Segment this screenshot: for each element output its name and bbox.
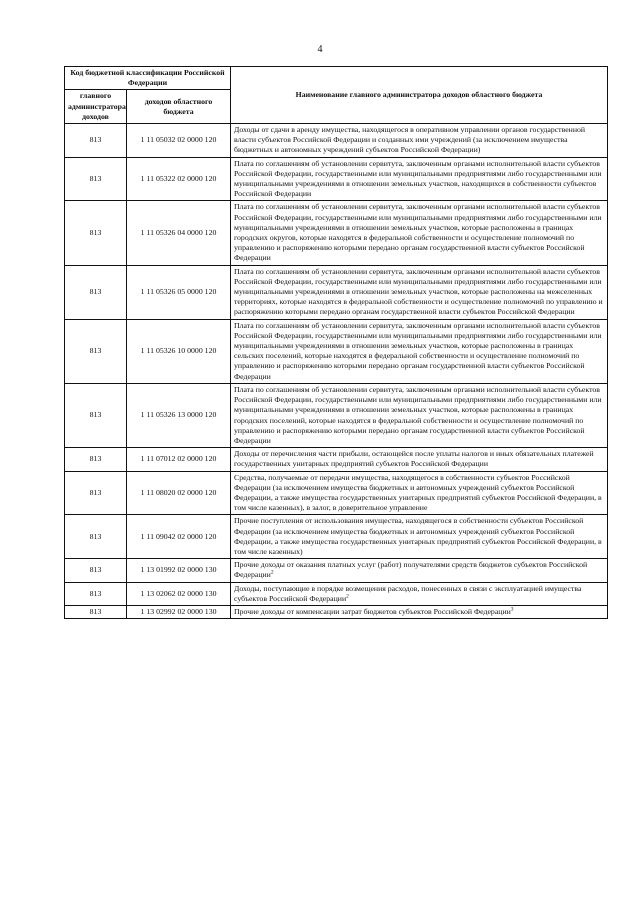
- administrator-code-cell: 813: [65, 201, 127, 265]
- footnote-marker: 3: [510, 606, 514, 613]
- table-row: [65, 383, 608, 447]
- table-row: [65, 448, 608, 471]
- table-row: [65, 471, 608, 515]
- header-regional-revenue: доходов областного бюджета: [127, 90, 231, 124]
- revenue-name-text: Плата по соглашениям об установлении сервитута, заключенным органами исполнительной власти субъектов Российской Федерации, государственными или муниципальными предприятиями либо государственными или муниципальными учреждениями в отношении земельных участков, которые расположены в границах городских поселений, которые находятся в федеральной собственности и осуществление полномочий по управлению и распоряжению которыми передано органам государственной власти субъектов Российской Федерации: [234, 384, 602, 445]
- revenue-name-cell: [231, 319, 608, 383]
- table-row: [65, 124, 608, 158]
- revenue-name-cell: [231, 201, 608, 265]
- table-row: [65, 559, 608, 582]
- header-budget-classification-code: Код бюджетной классификации Российской Федерации: [65, 67, 231, 90]
- revenue-name-cell: [231, 265, 608, 319]
- administrator-code-cell: 813: [65, 319, 127, 383]
- revenue-code-cell: 1 11 05326 04 0000 120: [127, 201, 231, 265]
- table-row: [65, 605, 608, 618]
- table-body: [65, 124, 608, 619]
- revenue-name-text: Доходы от сдачи в аренду имущества, находящегося в оперативном управлении органов государственной власти субъектов Российской Федерации и созданных ими учреждений (за исключением имущества бюджетных и автономных учреждений субъектов Российской Федерации): [234, 125, 586, 155]
- revenue-name-text: Плата по соглашениям об установлении сервитута, заключенным органами исполнительной власти субъектов Российской Федерации, государственными или муниципальными предприятиями либо государственными или муниципальными учреждениями в отношении земельных участков, находящихся в собственности субъектов Российской Федерации: [234, 158, 602, 199]
- revenue-code-cell: 1 11 05326 10 0000 120: [127, 319, 231, 383]
- revenue-code-cell: 1 11 05032 02 0000 120: [127, 124, 231, 158]
- revenue-name-cell: [231, 559, 608, 582]
- revenue-name-text: Плата по соглашениям об установлении сервитута, заключенным органами исполнительной власти субъектов Российской Федерации, государственными или муниципальными предприятиями либо государственными или муниципальными учреждениями в отношении земельных участков, которые расположены на межселенных территориях, которые находятся в федеральной собственности и осуществление полномочий по управлению и распоряжению которыми передано органам государственной власти субъектов Российской Федерации: [234, 266, 603, 317]
- table-row: [65, 319, 608, 383]
- administrator-code-cell: 813: [65, 471, 127, 515]
- header-main-administrator: главного администратора доходов: [65, 90, 127, 124]
- revenue-name-cell: [231, 471, 608, 515]
- administrator-code-cell: 813: [65, 448, 127, 471]
- revenue-code-cell: 1 11 05326 13 0000 120: [127, 383, 231, 447]
- revenue-code-cell: 1 13 02992 02 0000 130: [127, 605, 231, 618]
- revenue-name-text: Прочие доходы от оказания платных услуг (работ) получателями средств бюджетов субъектов Российской Федерации: [234, 560, 588, 580]
- revenue-code-cell: 1 11 05326 05 0000 120: [127, 265, 231, 319]
- table-row: [65, 582, 608, 605]
- revenue-name-text: Доходы от перечисления части прибыли, остающейся после уплаты налогов и иных обязательных платежей государственных унитарных предприятий субъектов Российской Федерации: [234, 449, 594, 469]
- administrator-code-cell: 813: [65, 265, 127, 319]
- revenue-name-cell: [231, 605, 608, 618]
- administrator-code-cell: 813: [65, 124, 127, 158]
- page-number: 4: [317, 44, 323, 55]
- revenue-name-cell: [231, 515, 608, 559]
- header-administrator-name: Наименование главного администратора доходов областного бюджета: [231, 67, 608, 124]
- table-header: [65, 67, 608, 124]
- revenue-code-cell: 1 11 09042 02 0000 120: [127, 515, 231, 559]
- table-row: [65, 265, 608, 319]
- administrator-code-cell: 813: [65, 605, 127, 618]
- footnote-marker: 2: [346, 593, 349, 600]
- table-row: [65, 201, 608, 265]
- revenue-name-text: Прочие поступления от использования имущества, находящегося в собственности субъектов Российской Федерации (за исключением имущества бюджетных и автономных учреждений субъектов Российской Федерации, а также имущества государственных унитарных предприятий субъектов Российской Федерации, в том числе казенных): [234, 516, 602, 556]
- revenue-name-cell: [231, 157, 608, 201]
- revenue-name-text: Плата по соглашениям об установлении сервитута, заключенным органами исполнительной власти субъектов Российской Федерации, государственными или муниципальными предприятиями либо государственными или муниципальными учреждениями в отношении земельных участков, которые расположены в границах сельских поселений, которые находятся в федеральной собственности и осуществление полномочий по управлению и распоряжению которыми передано органам государственной власти субъектов Российской Федерации: [234, 320, 602, 381]
- revenue-code-cell: 1 11 05322 02 0000 120: [127, 157, 231, 201]
- administrator-code-cell: 813: [65, 559, 127, 582]
- revenue-name-cell: [231, 124, 608, 158]
- table-row: [65, 157, 608, 201]
- footnote-marker: 2: [270, 569, 274, 576]
- revenue-code-cell: 1 13 01992 02 0000 130: [127, 559, 231, 582]
- administrator-code-cell: 813: [65, 582, 127, 605]
- revenue-name-cell: [231, 448, 608, 471]
- revenue-name-text: Средства, получаемые от передачи имущества, находящегося в собственности субъектов Российской Федерации (за исключением имущества бюджетных и автономных учреждений субъектов Российской Федерации, а также имущества государственных унитарных предприятий субъектов Российской Федерации, в том числе казенных), в залог, в доверительное управление: [234, 472, 602, 513]
- revenue-name-text: Плата по соглашениям об установлении сервитута, заключенным органами исполнительной власти субъектов Российской Федерации, государственными или муниципальными предприятиями либо государственными или муниципальными учреждениями в отношении земельных участков, которые расположены в границах городских округов, которые находятся в федеральной собственности и осуществление полномочий по управлению и распоряжению которыми передано органам государственной власти субъектов Российской Федерации: [234, 202, 602, 263]
- revenue-code-cell: 1 13 02062 02 0000 130: [127, 582, 231, 605]
- administrator-code-cell: 813: [65, 383, 127, 447]
- revenue-name-text: Прочие доходы от компенсации затрат бюджетов субъектов Российской Федерации: [234, 606, 511, 616]
- revenue-code-cell: 1 11 07012 02 0000 120: [127, 448, 231, 471]
- administrator-code-cell: 813: [65, 157, 127, 201]
- revenue-administrators-table: [64, 66, 608, 619]
- administrator-code-cell: 813: [65, 515, 127, 559]
- revenue-name-cell: [231, 582, 608, 605]
- revenue-name-text: Доходы, поступающие в порядке возмещения расходов, понесенных в связи с эксплуатацией имущества субъектов Российской Федерации: [234, 583, 582, 603]
- table-row: [65, 515, 608, 559]
- revenue-code-cell: 1 11 08020 02 0000 120: [127, 471, 231, 515]
- revenue-name-cell: [231, 383, 608, 447]
